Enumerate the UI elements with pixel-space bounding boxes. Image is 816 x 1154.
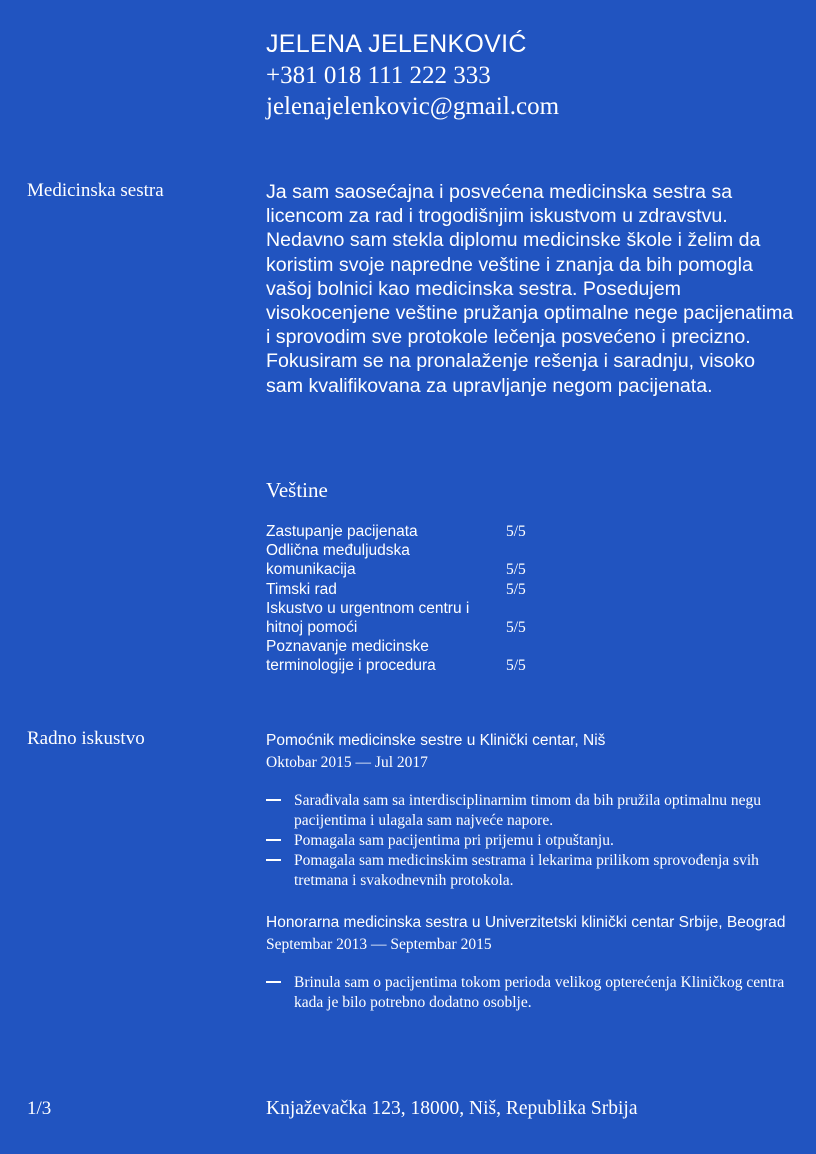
skill-row [266, 541, 536, 579]
phone-number: +381 018 111 222 333 [266, 62, 491, 89]
email-address: jelenajelenkovic@gmail.com [266, 93, 560, 120]
duty-item: Pomagala sam pacijentima pri prijemu i otpuštanju. [266, 831, 806, 851]
skill-name: Odlična međuljudska komunikacija [266, 542, 410, 579]
skill-score: 5/5 [506, 580, 526, 598]
skills-list [266, 522, 536, 676]
duty-item: Sarađivala sam sa interdisciplinarnim timom da bih pružila optimalnu negu pacijentima i ulagala sam najveće napore. [266, 791, 806, 831]
job-title: Pomoćnik medicinske sestre u Klinički centar, Niš [266, 732, 606, 749]
page-number: 1/3 [27, 1098, 52, 1119]
candidate-name: JELENA JELENKOVIĆ [266, 30, 527, 58]
skill-name: Zastupanje pacijenata [266, 523, 418, 540]
job-title: Honorarna medicinska sestra u Univerzitetski klinički centar Srbije, Beograd [266, 914, 786, 931]
job-dates: Oktobar 2015 — Jul 2017 [266, 754, 428, 771]
duty-item: Pomagala sam medicinskim sestrama i lekarima prilikom sprovođenja svih tretmana i svakodnevnih protokola. [266, 851, 806, 891]
profile-section-label: Medicinska sestra [27, 180, 164, 201]
profile-summary: Ja sam saosećajna i posvećena medicinska sestra sa licencom za rad i trogodišnjim iskustvom u zdravstvu. Nedavno sam stekla diplomu medicinske škole i želim da koristim svoje napredne veštine i znanja da bih pomogla vašoj bolnici kao medicinska sestra. Posedujem visokocenjene veštine pružanja optimalne nege pacijenatima i sprovodim sve protokole lečenja posvećeno i precizno. Fokusiram se na pronalaženje rešenja i saradnju, visoko sam kvalifikovana za upravljanje negom pacijenata. [266, 181, 794, 397]
duty-item: Brinula sam o pacijentima tokom perioda velikog opterećenja Kliničkog centra kada je bilo potrebno dodatno osoblje. [266, 973, 806, 1013]
skill-row [266, 637, 536, 675]
skill-name: Poznavanje medicinske terminologije i procedura [266, 638, 436, 675]
skill-name: Iskustvo u urgentnom centru i hitnoj pomoći [266, 599, 470, 637]
work-section-label: Radno iskustvo [27, 728, 145, 749]
skill-score: 5/5 [506, 619, 526, 637]
skills-heading: Veštine [266, 478, 328, 502]
skill-score: 5/5 [506, 523, 526, 540]
skill-score: 5/5 [506, 657, 526, 675]
job-entry [266, 913, 806, 1013]
skill-score: 5/5 [506, 561, 526, 579]
skill-row [266, 580, 536, 599]
skill-name: Timski rad [266, 580, 337, 598]
job-entry [266, 731, 806, 891]
duty-list [266, 791, 806, 891]
duty-list [266, 973, 806, 1013]
skill-row [266, 522, 536, 541]
postal-address: Knjaževačka 123, 18000, Niš, Republika Srbija [266, 1098, 638, 1119]
skill-row [266, 599, 536, 637]
job-dates: Septembar 2013 — Septembar 2015 [266, 936, 492, 953]
resume-header [266, 29, 559, 122]
